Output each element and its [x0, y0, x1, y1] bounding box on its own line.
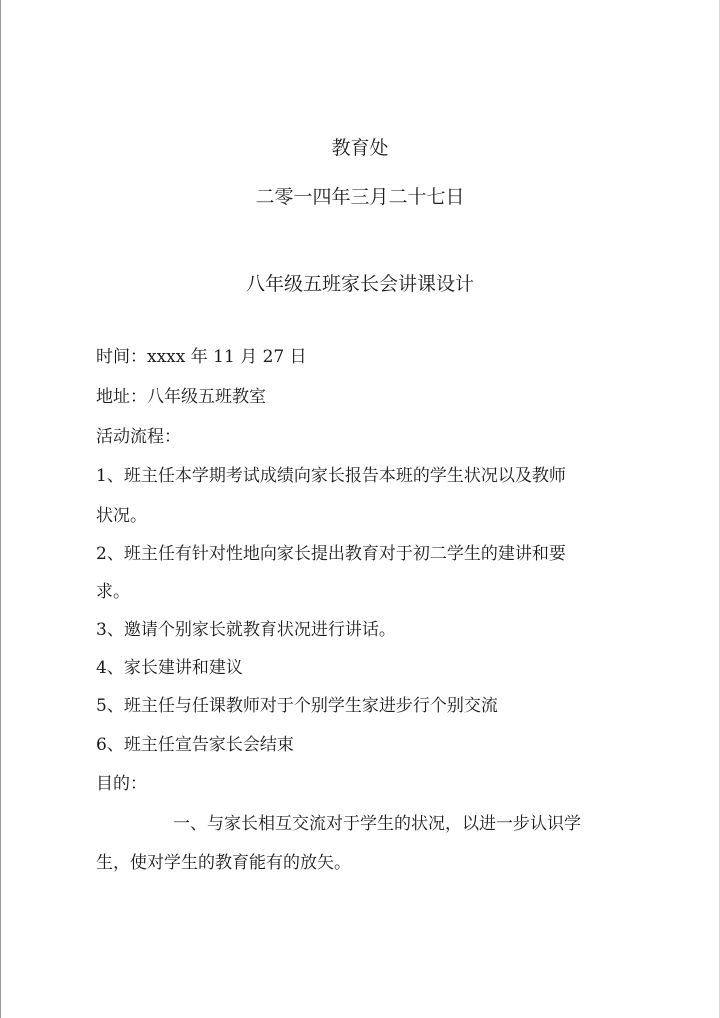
step-line: 3、邀请个别家长就教育状况进行讲话。	[96, 620, 396, 640]
step-line: 2、班主任有针对性地向家长提出教育对于初二学生的建讲和要	[96, 544, 566, 564]
meeting-address: 地址：八年级五班教室	[96, 387, 266, 407]
purpose-label: 目的：	[96, 774, 147, 794]
process-label: 活动流程：	[96, 427, 181, 447]
meeting-time: 时间：xxxx 年 11 月 27 日	[96, 347, 307, 367]
document-date: 二零一四年三月二十七日	[255, 186, 465, 208]
purpose-line: 一、与家长相互交流对于学生的状况，以进一步认识学	[173, 814, 581, 834]
office-name: 教育处	[331, 137, 389, 159]
step-line: 6、班主任宣告家长会结束	[96, 735, 294, 755]
step-line: 4、家长建讲和建议	[96, 658, 243, 678]
step-line: 5、班主任与任课教师对于个别学生家进步行个别交流	[96, 696, 498, 716]
purpose-line: 生，使对学生的教育能有的放矢。	[96, 853, 351, 873]
document-title: 八年级五班家长会讲课设计	[245, 273, 474, 295]
step-line: 求。	[96, 582, 130, 602]
step-line: 1、班主任本学期考试成绩向家长报告本班的学生状况以及教师	[96, 466, 566, 486]
step-line: 状况。	[96, 506, 147, 526]
